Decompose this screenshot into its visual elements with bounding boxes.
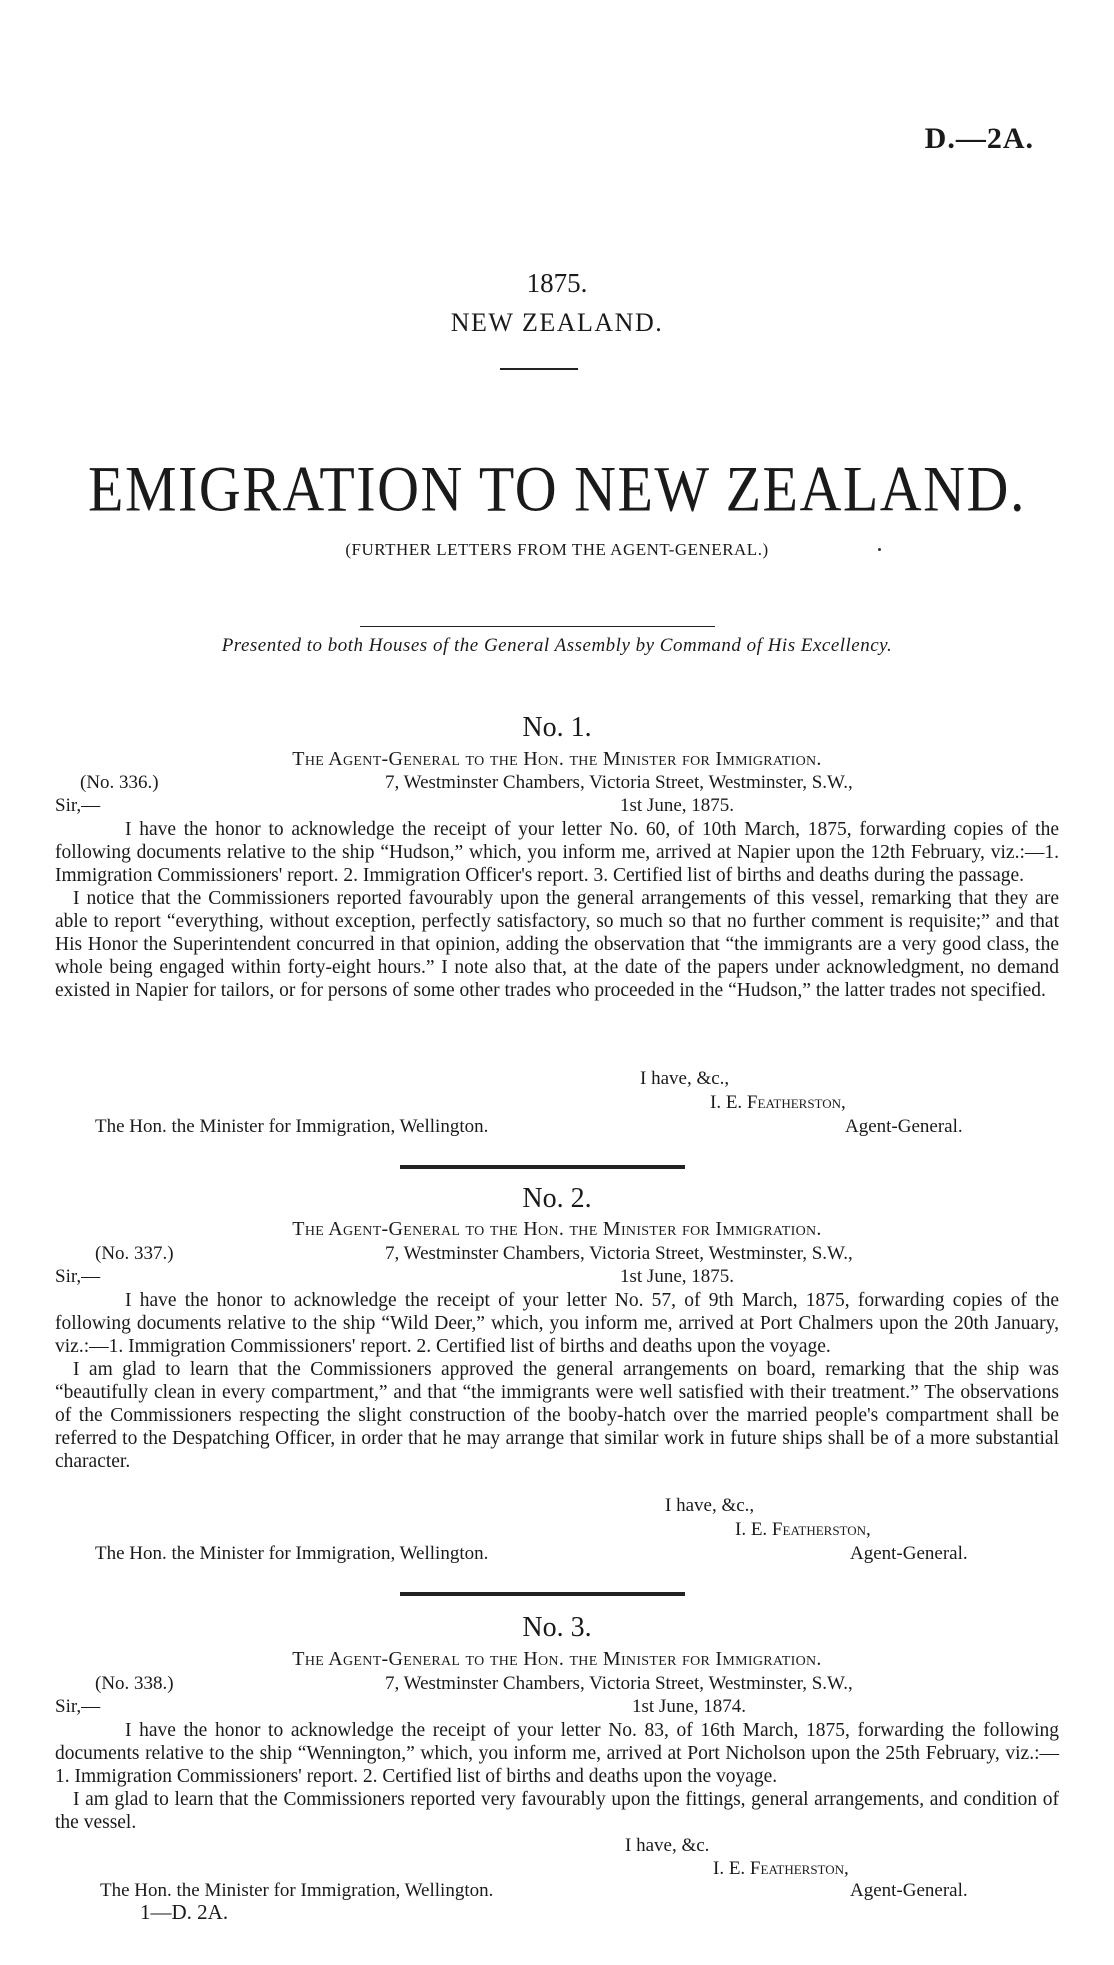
document-title: EMIGRATION TO NEW ZEALAND. [88, 452, 1026, 525]
letter-paragraph: I have the honor to acknowledge the receipt of your letter No. 83, of 16th March, 1875, forwarding the following documents relative to the ship “Wennington,” which, you inform me, arrived at Port Nicholson upon the 25th February, viz.:—1. Immigration Commissioners' report. 2. Certified list of births and deaths upon the voyage. [55, 1720, 1059, 1787]
letter-date: 1st June, 1875. [620, 1266, 734, 1287]
letter-salutation: Sir,— [55, 795, 101, 816]
letter-signer: I. E. Featherston, [710, 1092, 846, 1113]
letter-closing: I have, &c., [665, 1495, 755, 1516]
letter-salutation: Sir,— [55, 1266, 101, 1287]
letter-addressee: The Hon. the Minister for Immigration, Wellington. [100, 1880, 494, 1901]
stray-mark [878, 548, 881, 551]
letter-body [55, 1719, 1059, 1834]
letter-signer: I. E. Featherston, [713, 1858, 849, 1879]
letter-date: 1st June, 1874. [632, 1696, 746, 1717]
letter-paragraph: I notice that the Commissioners reported favourably upon the general arrangements of this vessel, remarking that they are able to report “everything, without exception, perfectly satisfactory, so much so that no further comment is requisite;” and that His Honor the Superintendent concurred in that opinion, adding the observation that “the immigrants are a very good class, the whole being engaged within forty-eight hours.” I note also that, at the date of the papers under acknowledgment, no demand existed in Napier for tailors, or for persons of some other trades who proceeded in the “Hudson,” the latter trades not specified. [55, 888, 1059, 1001]
document-year: 1875. [526, 268, 588, 298]
letter-ref: (No. 338.) [95, 1673, 174, 1694]
letter-paragraph: I have the honor to acknowledge the receipt of your letter No. 57, of 9th March, 1875, forwarding copies of the following documents relative to the ship “Wild Deer,” which, you inform me, arrived at Port Chalmers upon the 20th January, viz.:—1. Immigration Commissioners' report. 2. Certified list of births and deaths upon the voyage. [55, 1290, 1059, 1357]
divider-short [500, 368, 578, 370]
letter-body [55, 818, 1059, 1002]
letter-number: No. 1. [522, 712, 592, 743]
letter-signer-title: Agent-General. [850, 1880, 968, 1901]
letter-heading: The Agent-General to the Hon. the Minister for Immigration. [292, 1648, 822, 1670]
letter-signer-title: Agent-General. [850, 1543, 968, 1564]
letter-signer: I. E. Featherston, [735, 1519, 871, 1540]
letter-closing: I have, &c. [625, 1835, 710, 1856]
letter-paragraph: I have the honor to acknowledge the receipt of your letter No. 60, of 10th March, 1875, forwarding copies of the following documents relative to the ship “Hudson,” which, you inform me, arrived at Napier upon the 12th February, viz.:—1. Immigration Commissioners' report. 2. Immigration Officer's report. 3. Certified list of births and deaths during the passage. [55, 819, 1059, 886]
letter-salutation: Sir,— [55, 1696, 101, 1717]
letter-signer-title: Agent-General. [845, 1116, 963, 1137]
page-footer: 1—D. 2A. [140, 1900, 229, 1924]
divider-letter [400, 1165, 685, 1169]
letter-body [55, 1289, 1059, 1473]
letter-date: 1st June, 1875. [620, 795, 734, 816]
letter-address: 7, Westminster Chambers, Victoria Street, Westminster, S.W., [385, 772, 853, 793]
letter-heading: The Agent-General to the Hon. the Minister for Immigration. [292, 748, 822, 770]
letter-ref: (No. 337.) [95, 1243, 174, 1264]
letter-addressee: The Hon. the Minister for Immigration, Wellington. [95, 1543, 489, 1564]
letter-address: 7, Westminster Chambers, Victoria Street, Westminster, S.W., [385, 1243, 853, 1264]
letter-closing: I have, &c., [640, 1068, 730, 1089]
divider-presented [360, 626, 715, 627]
document-subtitle: (FURTHER LETTERS FROM THE AGENT-GENERAL.) [345, 540, 769, 559]
divider-letter [400, 1592, 685, 1596]
letter-paragraph: I am glad to learn that the Commissioners reported very favourably upon the fittings, general arrangements, and condition of the vessel. [55, 1789, 1059, 1833]
presented-line: Presented to both Houses of the General Assembly by Command of His Excellency. [221, 635, 893, 656]
letter-number: No. 2. [522, 1183, 592, 1214]
document-reference: D.—2A. [924, 122, 1034, 155]
document-country: NEW ZEALAND. [450, 308, 664, 337]
letter-addressee: The Hon. the Minister for Immigration, Wellington. [95, 1116, 489, 1137]
letter-paragraph: I am glad to learn that the Commissioners approved the general arrangements on board, remarking that the ship was “beautifully clean in every compartment,” and that “the immigrants were well satisfied with their treatment.” The observations of the Commissioners respecting the slight construction of the booby-hatch over the married people's compartment shall be referred to the Despatching Officer, in order that he may arrange that similar work in future ships shall be of a more substantial character. [55, 1359, 1059, 1472]
letter-number: No. 3. [522, 1612, 592, 1643]
letter-ref: (No. 336.) [80, 772, 159, 793]
letter-address: 7, Westminster Chambers, Victoria Street, Westminster, S.W., [385, 1673, 853, 1694]
letter-heading: The Agent-General to the Hon. the Minister for Immigration. [292, 1218, 822, 1240]
